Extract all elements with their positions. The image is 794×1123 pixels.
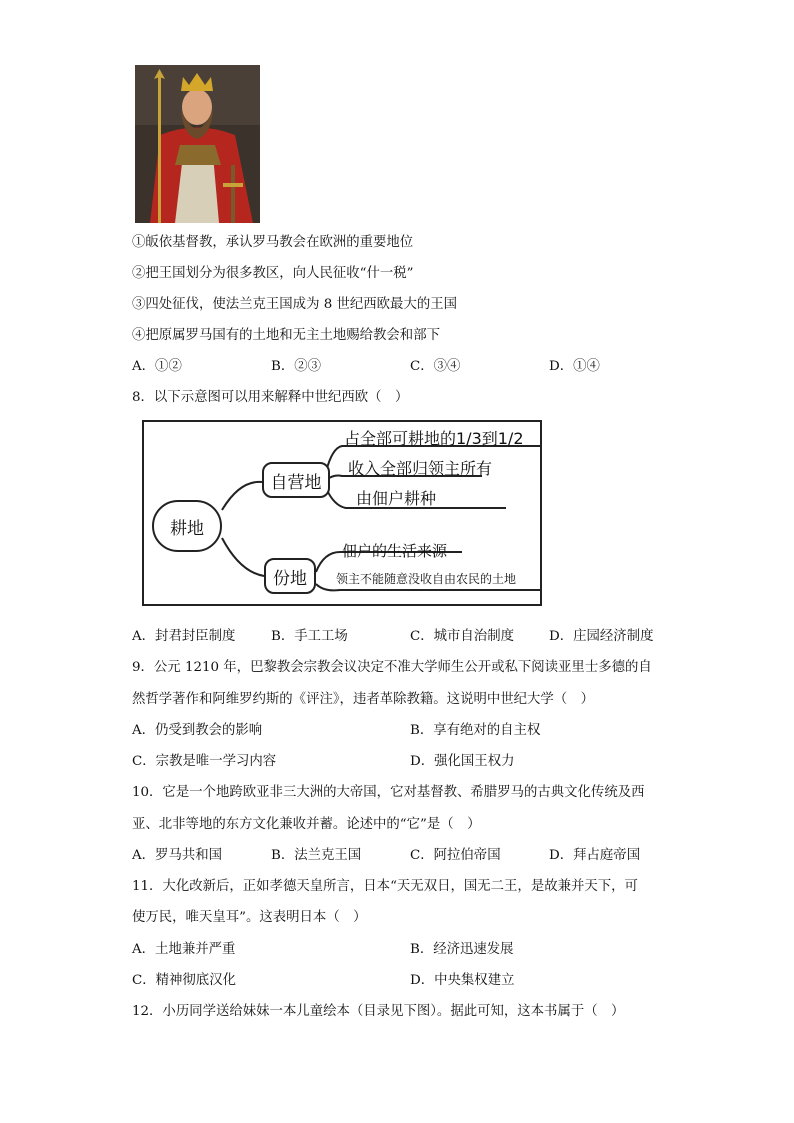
q7-option-b[interactable]: B．②③ bbox=[271, 359, 322, 374]
q10-stem-line-1: 10．它是一个地跨欧亚非三大洲的大帝国，它对基督教、希腊罗马的古典文化传统及西 bbox=[132, 785, 645, 800]
q9-option-a[interactable]: A．仍受到教会的影响 bbox=[132, 723, 263, 738]
q8-option-b[interactable]: B．手工工场 bbox=[271, 629, 348, 644]
q11-stem-line-2: 使万民，唯天皇耳”。这表明日本（ ） bbox=[132, 910, 367, 925]
q7-statement-1: ①皈依基督教，承认罗马教会在欧洲的重要地位 bbox=[132, 235, 414, 250]
q10-option-b[interactable]: B．法兰克王国 bbox=[271, 848, 362, 863]
q11-option-c[interactable]: C．精神彻底汉化 bbox=[132, 973, 236, 988]
q7-statement-4: ④把原属罗马国有的土地和无主土地赐给教会和部下 bbox=[132, 328, 440, 343]
q7-option-a[interactable]: A．①② bbox=[132, 359, 182, 374]
q8-option-c[interactable]: C．城市自治制度 bbox=[410, 629, 514, 644]
q7-statement-2: ②把王国划分为很多教区，向人民征收“什一税” bbox=[132, 266, 414, 281]
q9-option-c[interactable]: C．宗教是唯一学习内容 bbox=[132, 754, 277, 769]
q9-option-b[interactable]: B．享有绝对的自主权 bbox=[410, 723, 541, 738]
q11-option-a[interactable]: A．土地兼并严重 bbox=[132, 942, 236, 957]
q8-option-a[interactable]: A．封君封臣制度 bbox=[132, 629, 236, 644]
q12-stem: 12．小历同学送给妹妹一本儿童绘本（目录见下图）。据此可知，这本书属于（ ） bbox=[132, 1004, 625, 1019]
king-portrait-image bbox=[135, 65, 260, 223]
q8-stem: 8．以下示意图可以用来解释中世纪西欧（ ） bbox=[132, 390, 409, 405]
diagram-branch-holding: 份地 bbox=[264, 558, 316, 594]
q9-option-d[interactable]: D．强化国王权力 bbox=[410, 754, 515, 769]
q11-option-d[interactable]: D．中央集权建立 bbox=[410, 973, 515, 988]
q11-stem-line-1: 11．大化改新后，正如孝德天皇所言，日本“天无双日，国无二王，是故兼并天下，可 bbox=[132, 879, 638, 894]
q9-stem-line-1: 9．公元 1210 年，巴黎教会宗教会议决定不准大学师生公开或私下阅读亚里士多德的自 bbox=[132, 660, 652, 675]
q10-option-c[interactable]: C．阿拉伯帝国 bbox=[410, 848, 501, 863]
q8-option-d[interactable]: D．庄园经济制度 bbox=[549, 629, 654, 644]
diagram-branch-demesne: 自营地 bbox=[262, 462, 330, 498]
q7-option-d[interactable]: D．①④ bbox=[549, 359, 600, 374]
diagram-leaf-1: 占全部可耕地的1/3到1/2 bbox=[344, 429, 524, 448]
diagram-leaf-2: 收入全部归领主所有 bbox=[348, 459, 493, 478]
q10-option-d[interactable]: D．拜占庭帝国 bbox=[549, 848, 641, 863]
diagram-root-node: 耕地 bbox=[152, 500, 222, 552]
diagram-leaf-5: 领主不能随意没收自由农民的土地 bbox=[336, 572, 517, 586]
diagram-leaf-3: 由佃户耕种 bbox=[356, 489, 437, 508]
q9-stem-line-2: 然哲学著作和阿维罗约斯的《评注》，违者革除教籍。这说明中世纪大学（ ） bbox=[132, 692, 594, 707]
portrait-drawing bbox=[135, 65, 260, 223]
q11-option-b[interactable]: B．经济迅速发展 bbox=[410, 942, 514, 957]
q10-stem-line-2: 亚、北非等地的东方文化兼收并蓄。论述中的“它”是（ ） bbox=[132, 817, 481, 832]
q7-option-c[interactable]: C．③④ bbox=[410, 359, 461, 374]
manor-diagram bbox=[142, 420, 542, 606]
q7-statement-3: ③四处征伐，使法兰克王国成为 8 世纪西欧最大的王国 bbox=[132, 297, 458, 312]
q10-option-a[interactable]: A．罗马共和国 bbox=[132, 848, 223, 863]
diagram-leaf-4: 佃户的生活来源 bbox=[342, 542, 448, 560]
